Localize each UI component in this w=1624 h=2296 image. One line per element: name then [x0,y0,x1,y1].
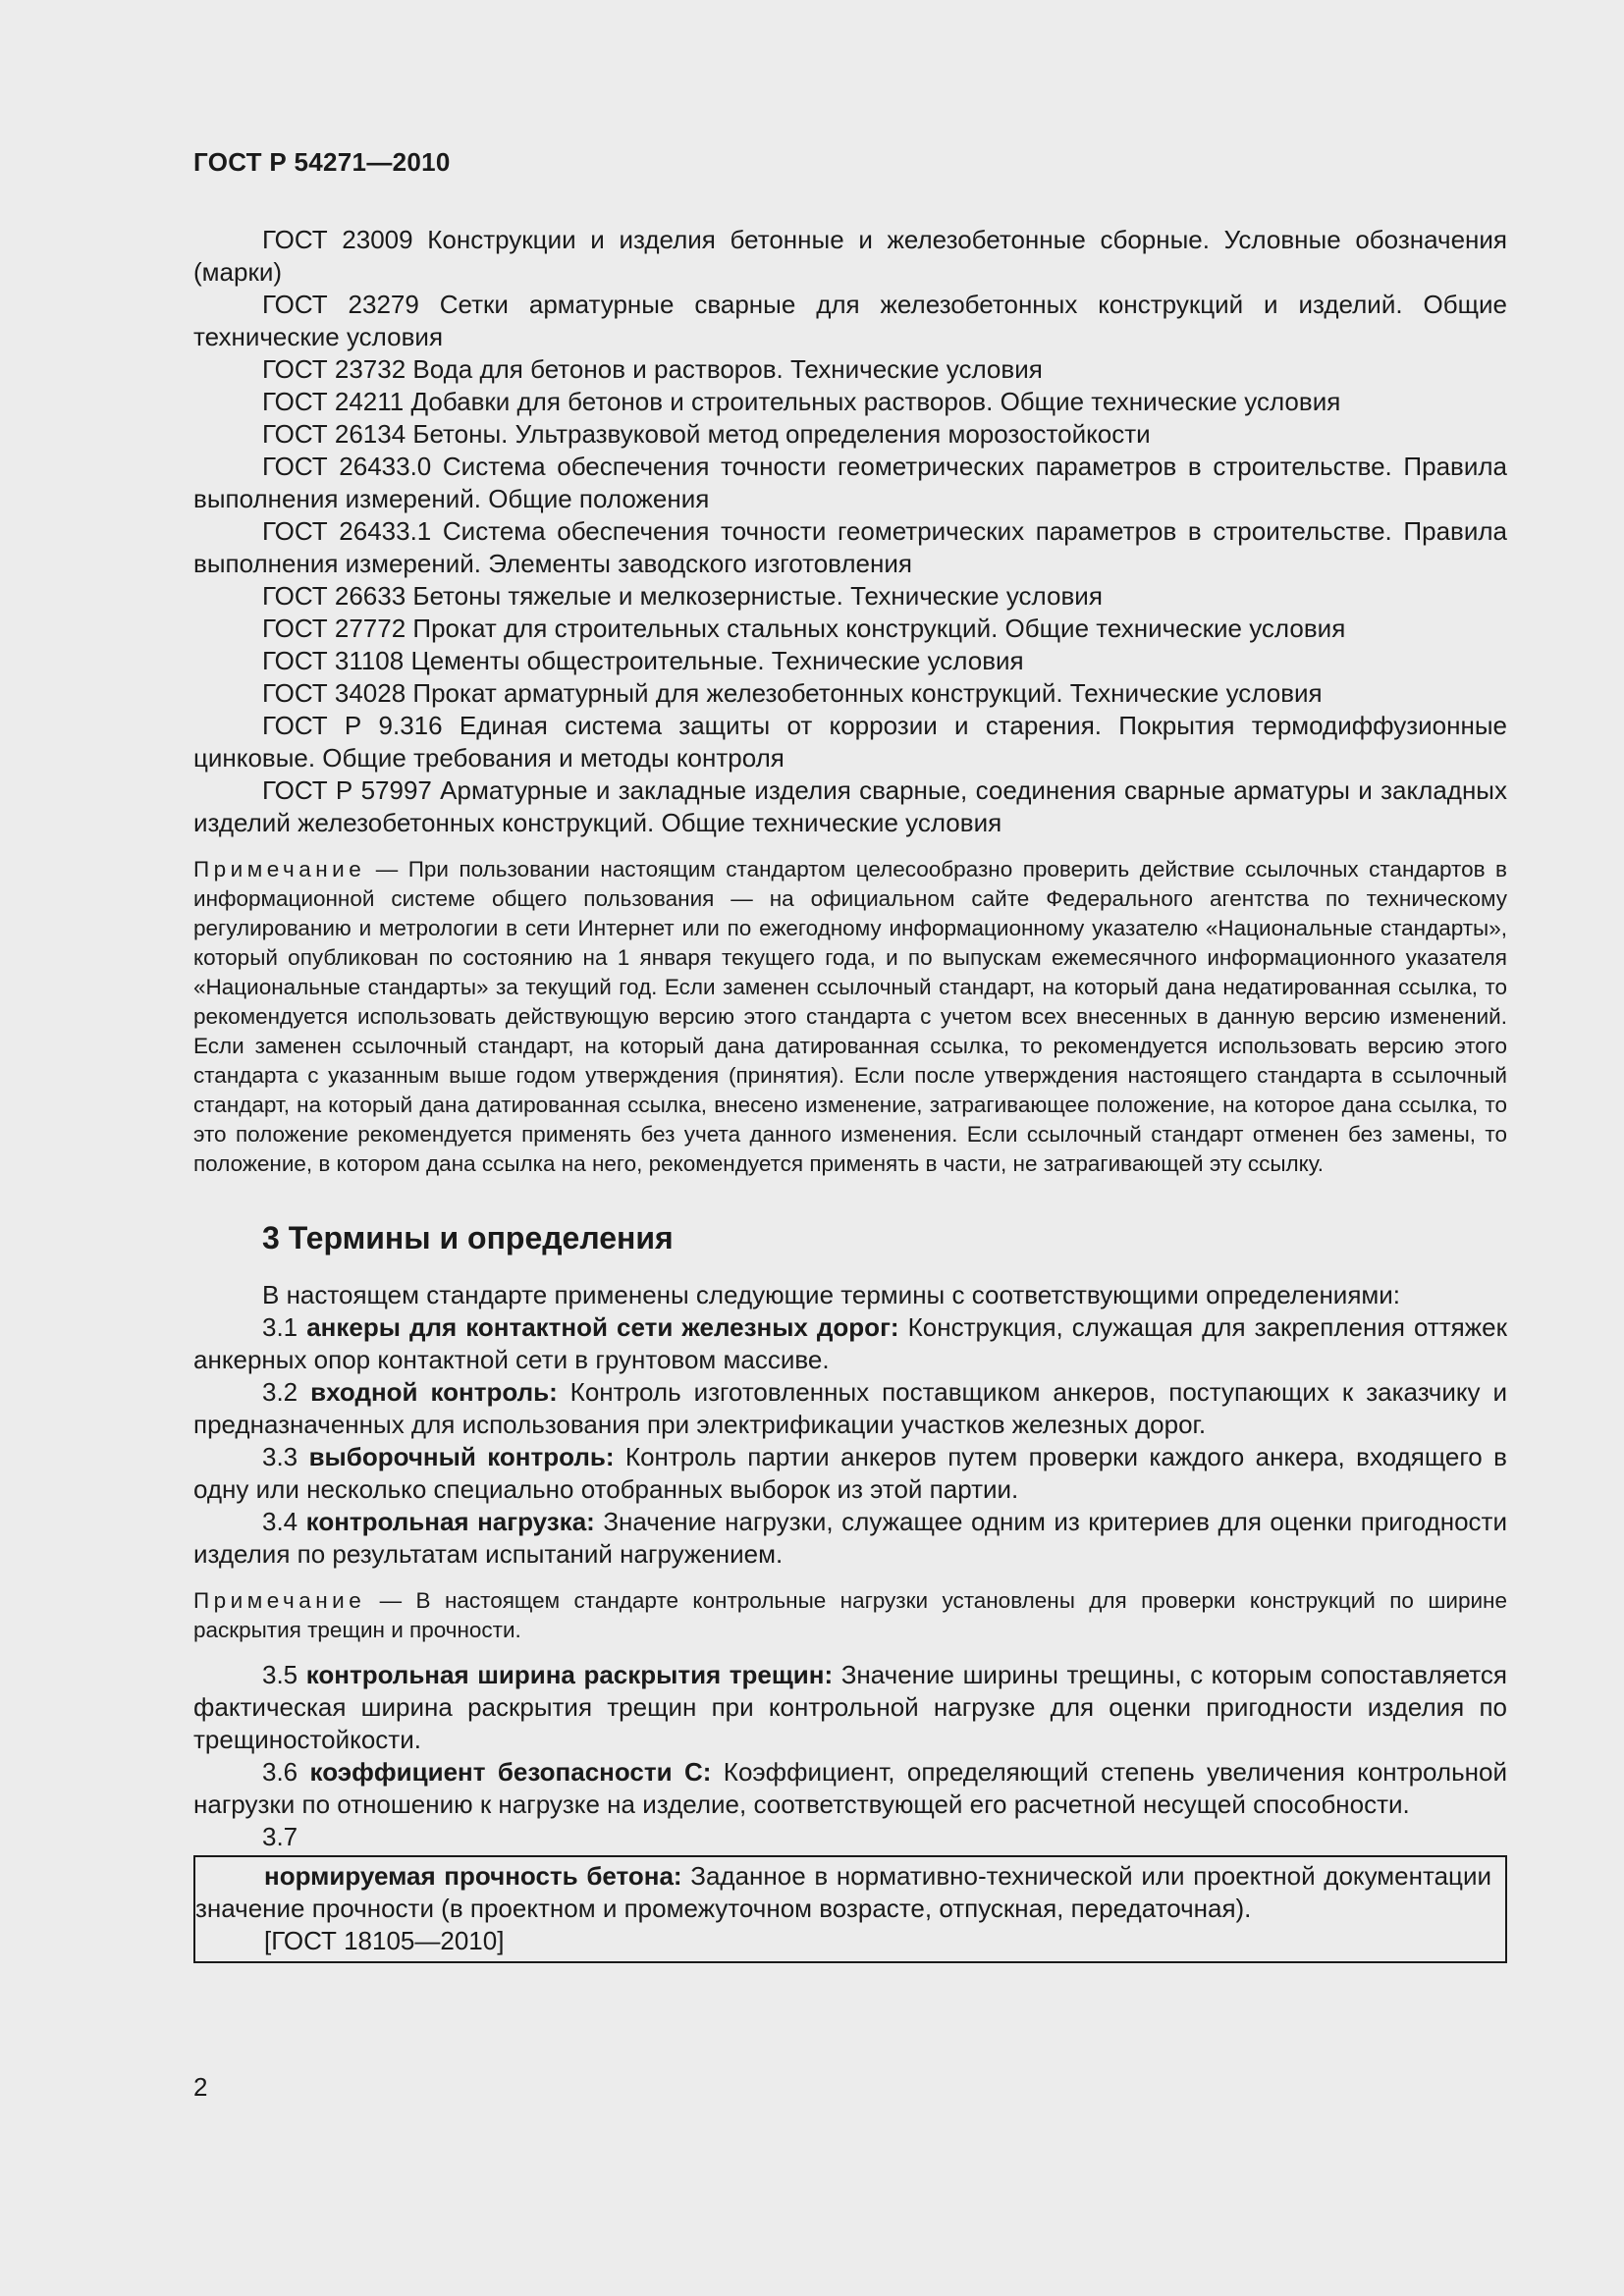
term-entry [193,1756,1507,1821]
note-label: Примечание [193,857,366,881]
reference-item: ГОСТ Р 9.316 Единая система защиты от коррозии и старения. Покрытия термодиффузионные цинковые. Общие требования и методы контроля [193,711,1507,773]
term-definition: Коэффициент, определяющий степень увеличения контрольной нагрузки по отношению к нагрузке на изделие, соответствующей его расчетной несущей способности. [193,1757,1507,1819]
term-number: 3.4 [262,1507,306,1536]
term-definition: Контроль изготовленных поставщиком анкеров, поступающих к заказчику и предназначенных для использования при электрификации участков железных дорог. [193,1377,1507,1439]
term-definition: Контроль партии анкеров путем проверки каждого анкера, входящего в одну или несколько специально отобранных выборок из этой партии. [193,1442,1507,1504]
note-dash: — [365,857,408,881]
term-number: 3.2 [262,1377,311,1407]
reference-item: ГОСТ 26433.0 Система обеспечения точности геометрических параметров в строительстве. Правила выполнения измерений. Общие положения [193,452,1507,513]
note-text: При пользовании настоящим стандартом целесообразно проверить действие ссылочных стандартов в информационной системе общего пользования — на официальном сайте Федерального агентства по техническому регулированию и метрологии в сети Интернет или по ежегодному информационному указателю «Национальные стандарты», который опубликован по состоянию на 1 января текущего года, и по выпускам ежемесячного информационного указателя «Национальные стандарты» за текущий год. Если заменен ссылочный стандарт, на который дана недатированная ссылка, то рекомендуется использовать действующую версию этого стандарта с учетом всех внесенных в данную версию изменений. Если заменен ссылочный стандарт, на который дана датированная ссылка, то рекомендуется использовать версию этого стандарта с указанным выше годом утверждения (принятия). Если после утверждения настоящего стандарта в ссылочный стандарт, на который дана датированная ссылка, внесено изменение, затрагивающее положение, на которое дана ссылка, то это положение рекомендуется применять без учета данного изменения. Если ссылочный стандарт отменен без замены, то положение, в котором дана ссылка на него, рекомендуется применять в части, не затрагивающей эту ссылку. [193,857,1507,1176]
reference-item: ГОСТ 23009 Конструкции и изделия бетонные и железобетонные сборные. Условные обозначения (марки) [193,225,1507,287]
quoted-term-box [193,1855,1507,1963]
term-entry [195,1860,1491,1925]
term-entry [193,1311,1507,1376]
reference-item: ГОСТ 26633 Бетоны тяжелые и мелкозернистые. Технические условия [262,581,1103,611]
term-definition: Значение ширины трещины, с которым сопоставляется фактическая ширина раскрытия трещин при контрольной нагрузке для оценки пригодности изделия по трещиностойкости. [193,1660,1507,1754]
term-number: 3.6 [262,1757,310,1787]
term-name: выборочный контроль: [308,1442,615,1471]
term-entry [193,1506,1507,1571]
reference-item: ГОСТ 34028 Прокат арматурный для железобетонных конструкций. Технические условия [262,678,1323,708]
term-number: 3.1 [262,1312,307,1342]
term-name: контрольная нагрузка: [305,1507,595,1536]
reference-item: ГОСТ 26433.1 Система обеспечения точности геометрических параметров в строительстве. Правила выполнения измерений. Элементы заводского изготовления [193,516,1507,578]
term-name: контрольная ширина раскрытия трещин: [305,1660,834,1689]
section-title: 3 Термины и определения [262,1220,674,1255]
term-number-standalone: 3.7 [262,1822,298,1851]
note-control-load [193,1586,1507,1645]
reference-item: ГОСТ Р 57997 Арматурные и закладные изделия сварные, соединения сварные арматуры и закладных изделий железобетонных конструкций. Общие технические условия [193,775,1507,837]
reference-item: ГОСТ 24211 Добавки для бетонов и строительных растворов. Общие технические условия [262,387,1341,416]
section-intro: В настоящем стандарте применены следующие термины с соответствующими определениями: [262,1280,1401,1309]
term-name: коэффициент безопасности С: [309,1757,712,1787]
term-number: 3.5 [262,1660,306,1689]
page-number: 2 [193,2072,208,2102]
term-source: [ГОСТ 18105—2010] [264,1926,505,1955]
reference-item: ГОСТ 26134 Бетоны. Ультразвуковой метод определения морозостойкости [262,419,1151,449]
spacer [193,1645,1507,1659]
term-entry [193,1441,1507,1506]
note-text: В настоящем стандарте контрольные нагрузки установлены для проверки конструкций по ширине раскрытия трещин и прочности. [193,1588,1507,1642]
term-entry [193,1659,1507,1756]
reference-item: ГОСТ 23279 Сетки арматурные сварные для железобетонных конструкций и изделий. Общие технические условия [193,290,1507,351]
term-entry [193,1376,1507,1441]
document-body [193,224,1507,1963]
reference-item: ГОСТ 31108 Цементы общестроительные. Технические условия [262,646,1024,675]
document-header: ГОСТ Р 54271—2010 [193,147,451,177]
term-name: анкеры для контактной сети железных дорог: [306,1312,899,1342]
term-number: 3.3 [262,1442,309,1471]
term-name: входной контроль: [310,1377,558,1407]
term-definition: Значение нагрузки, служащее одним из критериев для оценки пригодности изделия по результатам испытаний нагружением. [193,1507,1507,1569]
term-definition: Конструкция, служащая для закрепления оттяжек анкерных опор контактной сети в грунтовом массиве. [193,1312,1507,1374]
note-references [193,855,1507,1179]
references-list [193,224,1507,839]
note-dash: — [365,1588,416,1613]
term-definition: Заданное в нормативно-технической или проектной документации значение прочности (в проектном и промежуточном возрасте, отпускная, передаточная). [195,1861,1491,1923]
reference-item: ГОСТ 27772 Прокат для строительных стальных конструкций. Общие технические условия [262,614,1346,643]
reference-item: ГОСТ 23732 Вода для бетонов и растворов. Технические условия [262,354,1043,384]
term-name: нормируемая прочность бетона: [264,1861,682,1891]
note-label: Примечание [193,1588,366,1613]
